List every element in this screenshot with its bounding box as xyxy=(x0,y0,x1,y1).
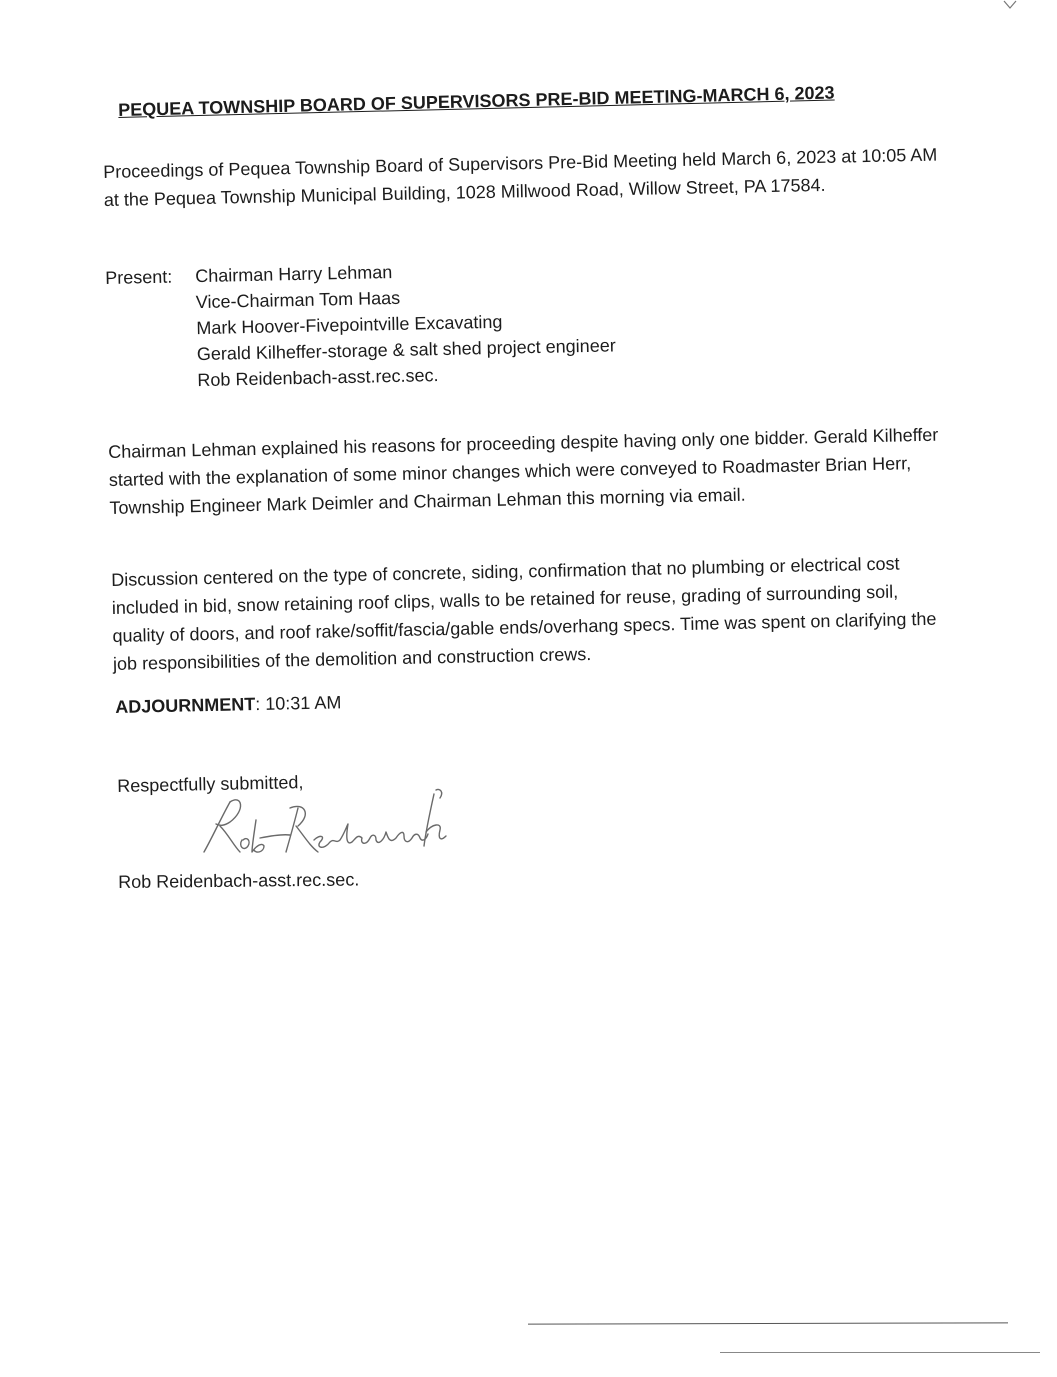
attendee: Chairman Harry Lehman xyxy=(195,261,393,287)
document-title: PEQUEA TOWNSHIP BOARD OF SUPERVISORS PRE-BID MEETING-MARCH 6, 2023 xyxy=(118,82,835,120)
closing-line: Respectfully submitted, xyxy=(117,772,304,796)
attendee: Rob Reidenbach-asst.rec.sec. xyxy=(197,365,439,391)
attendee: Vice-Chairman Tom Haas xyxy=(195,287,401,313)
signer-name: Rob Reidenbach-asst.rec.sec. xyxy=(118,869,360,892)
intro-paragraph: Proceedings of Pequea Township Board of Supervisors Pre-Bid Meeting held March 6, 2023 at 10:05 AM at the Pequea Township Municipal Building, 1028 Millwood Road, Willow Street, PA 17584. xyxy=(103,144,938,210)
attendee: Mark Hoover-Fivepointville Excavating xyxy=(196,311,503,339)
adjournment-line xyxy=(115,685,515,721)
adjournment-label: ADJOURNMENT xyxy=(115,694,256,717)
discussion-paragraph-1: Chairman Lehman explained his reasons for proceeding despite having only one bidder. Gerald Kilheffer started with the explanation of some minor changes which were conveyed to Roadmaster Brian Herr, Township Engineer Mark Deimler and Chairman Lehman this morning via email. xyxy=(108,424,939,518)
scan-rule-line xyxy=(720,1352,1040,1353)
attendee: Gerald Kilheffer-storage & salt shed project engineer xyxy=(196,335,616,365)
present-label: Present: xyxy=(105,266,173,288)
adjournment-time: : 10:31 AM xyxy=(255,692,342,715)
attendees-list xyxy=(105,250,808,395)
discussion-paragraph-2: Discussion centered on the type of concrete, siding, confirmation that no plumbing or electrical cost included in bid, snow retaining roof clips, walls to be retained for reuse, grading of surrounding soil, quality of doors, and roof rake/soffit/fascia/gable ends/overhang specs. Time was spent on clarifying the job responsibilities of the demolition and construction crews. xyxy=(111,553,937,674)
scan-rule-line xyxy=(528,1322,1008,1324)
handwritten-signature xyxy=(190,780,480,860)
corner-mark-icon xyxy=(1003,0,1017,10)
